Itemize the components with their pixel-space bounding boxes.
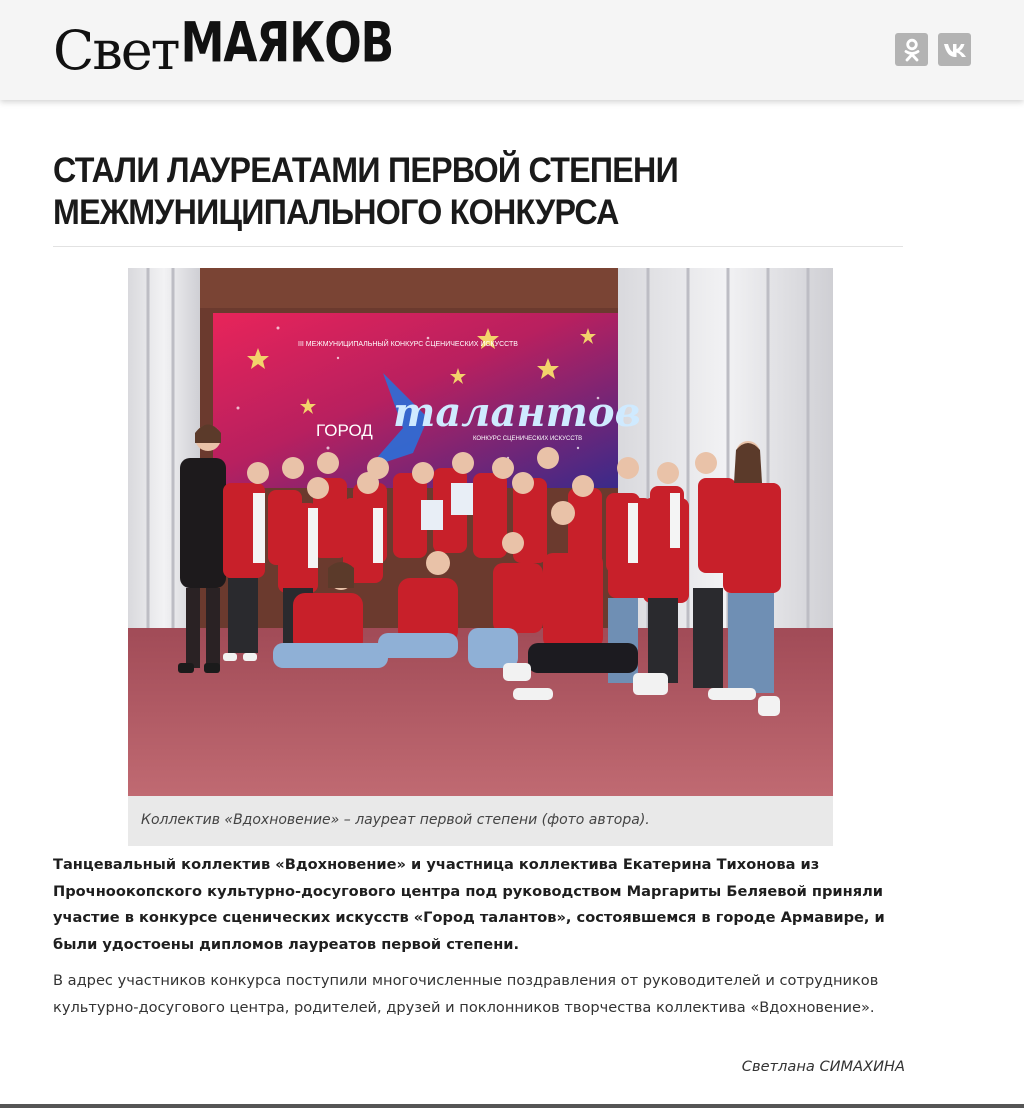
group-photo-illustration (128, 268, 833, 796)
article-title: СТАЛИ ЛАУРЕАТАМИ ПЕРВОЙ СТЕПЕНИ МЕЖМУНИЦИПАЛЬНОГО КОНКУРСА (53, 151, 678, 232)
article-photo[interactable] (128, 268, 833, 796)
site-header (0, 0, 1024, 100)
banner-top-line: III МЕЖМУНИЦИПАЛЬНЫЙ КОНКУРС СЦЕНИЧЕСКИХ ИСКУССТВ (298, 341, 518, 348)
vk-icon (943, 42, 967, 58)
social-links (895, 33, 971, 66)
title-divider (53, 246, 903, 247)
photo-caption: Коллектив «Вдохновение» – лауреат первой степени (фото автора). (128, 796, 833, 846)
article-lead: Танцевальный коллектив «Вдохновение» и участница коллектива Екатерина Тихонова из Прочноокопского культурно-досугового центра под руководством Маргариты Беляевой приняли участие в конкурсе сценических искусств «Город талантов», состоявшемся в городе Армавире, и были удостоены дипломов лауреатов первой степени. (53, 856, 885, 953)
article-body: В адрес участников конкурса поступили многочисленные поздравления от руководителей и сотрудников культурно-досугового центра, родителей, друзей и поклонников творчества коллектива «Вдохновение». (53, 972, 879, 1016)
article-figure (128, 268, 833, 846)
banner-word-talents: талантов (393, 389, 641, 436)
odnoklassniki-button[interactable] (895, 33, 928, 66)
logo-text-mayakov: МАЯКОВ (180, 11, 394, 75)
banner-word-city: ГОРОД (316, 421, 373, 440)
page-bottom-border (0, 1104, 1024, 1108)
vk-button[interactable] (938, 33, 971, 66)
odnoklassniki-icon (902, 38, 922, 62)
site-logo[interactable] (53, 11, 394, 82)
banner-sub-line: КОНКУРС СЦЕНИЧЕСКИХ ИСКУССТВ (473, 436, 583, 442)
article-author: Светлана СИМАХИНА (741, 1058, 905, 1075)
logo-text-svet: Свет (53, 19, 179, 82)
